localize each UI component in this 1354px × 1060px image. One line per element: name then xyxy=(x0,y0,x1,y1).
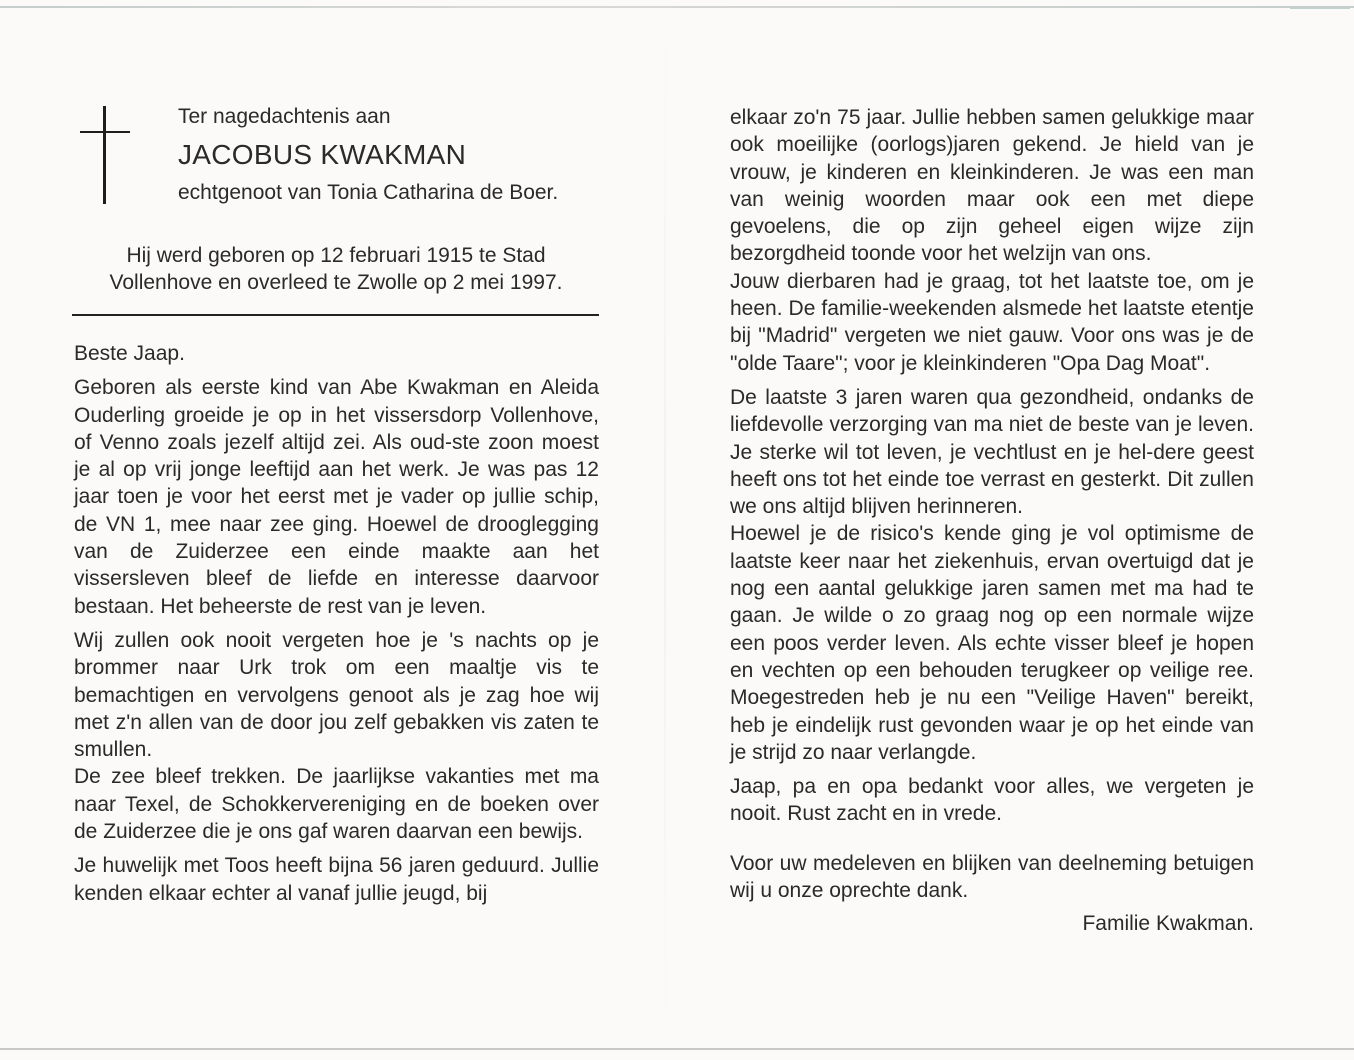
card-top-edge xyxy=(0,6,1354,8)
birth-death-dates xyxy=(72,242,600,296)
card-top-edge-mark xyxy=(1290,8,1350,9)
dates-line-2: Vollenhove en overleed te Zwolle op 2 mei 1997. xyxy=(109,271,563,294)
paragraph-childhood: Geboren als eerste kind van Abe Kwakman en Aleida Ouderling groeide je op in het vissersdorp Vollenhove, of Venno zoals jezelf altijd zei. Als oud-ste zoon moest je al op vrij jonge leeftijd aan het werk. Je was pas 12 jaar toen je voor het eerst met je vader op jullie schip, de VN 1, mee naar zee ging. Hoewel de drooglegging van de Zuiderzee een einde maakte aan het vissersleven bleef de liefde en interesse daarvoor bestaan. Het beheerste de rest van je leven. xyxy=(74,376,599,618)
paragraph-health: De laatste 3 jaren waren qua gezondheid, ondanks de liefdevolle verzorging van ma niet de beste van je leven. Je sterke wil tot leven, je vechtlust en je hel-dere geest heeft ons tot het einde toe verrast en gesterkt. Dit zullen we ons altijd blijven herinneren. xyxy=(730,385,1254,519)
dates-line-1: Hij werd geboren op 12 februari 1915 te Stad xyxy=(126,244,546,267)
paragraph-loved-ones: Jouw dierbaren had je graag, tot het laatste toe, om je heen. De familie-weekenden alsmede het laatste etentje bij "Madrid" vergeten we niet gauw. Voor ons was je de "olde Taare"; voor je kleinkinderen "Opa Dag Moat". xyxy=(730,269,1254,375)
spouse-line: echtgenoot van Tonia Catharina de Boer. xyxy=(178,181,559,204)
memorial-header xyxy=(178,104,618,206)
salutation: Beste Jaap. xyxy=(74,342,185,365)
cross-icon xyxy=(80,106,130,206)
card-fold-line xyxy=(664,10,666,1048)
paragraph-hospital: Hoewel je de risico's kende ging je vol optimisme de laatste keer naar het ziekenhuis, ervan overtuigd dat je nog een aantal gelukkige jaren samen met ma had te gaan. Je wilde o zo graag nog op een normale wijze een poos verder leven. Als echte visser bleef je hopen en vechten op een behouden terugkeer op veilige ree. Moegestreden heb je nu een "Veilige Haven" bereikt, heb je eindelijk rust gevonden waar je op het einde van je strijd zo naar verlangde. xyxy=(730,522,1254,764)
right-text-column xyxy=(730,104,1254,938)
paragraph-thanks: Voor uw medeleven en blijken van deelneming betuigen wij u onze oprechte dank. xyxy=(730,851,1254,903)
card-bottom-edge xyxy=(0,1048,1354,1050)
family-signature: Familie Kwakman. xyxy=(1082,912,1254,936)
deceased-name: JACOBUS KWAKMAN xyxy=(178,139,467,170)
memorial-intro: Ter nagedachtenis aan xyxy=(178,105,391,128)
paragraph-fish-urk: Wij zullen ook nooit vergeten hoe je 's nachts op je brommer naar Urk trok om een maaltje vis te bemachtigen en vervolgens genoot als je zag hoe wij met z'n allen van de door jou zelf gebakken vis zaten te smullen. xyxy=(74,628,599,762)
header-divider xyxy=(72,314,599,316)
left-text-column xyxy=(74,340,599,907)
paragraph-farewell: Jaap, pa en opa bedankt voor alles, we vergeten je nooit. Rust zacht en in vrede. xyxy=(730,775,1254,826)
paragraph-sea: De zee bleef trekken. De jaarlijkse vakanties met ma naar Texel, de Schokkervereniging en de boeken over de Zuiderzee die je ons gaf waren daarvan een bewijs. xyxy=(74,765,599,844)
paragraph-family: elkaar zo'n 75 jaar. Jullie hebben samen gelukkige maar ook moeilijke (oorlogs)jaren gekend. Je hield van je vrouw, je kinderen en kleinkinderen. Je was een man van weinig woorden maar ook een met diepe gevoelens, die op zijn geheel eigen wijze zijn bezorgdheid toonde voor het welzijn van ons. xyxy=(730,106,1254,266)
paragraph-marriage: Je huwelijk met Toos heeft bijna 56 jaren geduurd. Jullie kenden elkaar echter al vanaf jullie jeugd, bij xyxy=(74,854,599,905)
